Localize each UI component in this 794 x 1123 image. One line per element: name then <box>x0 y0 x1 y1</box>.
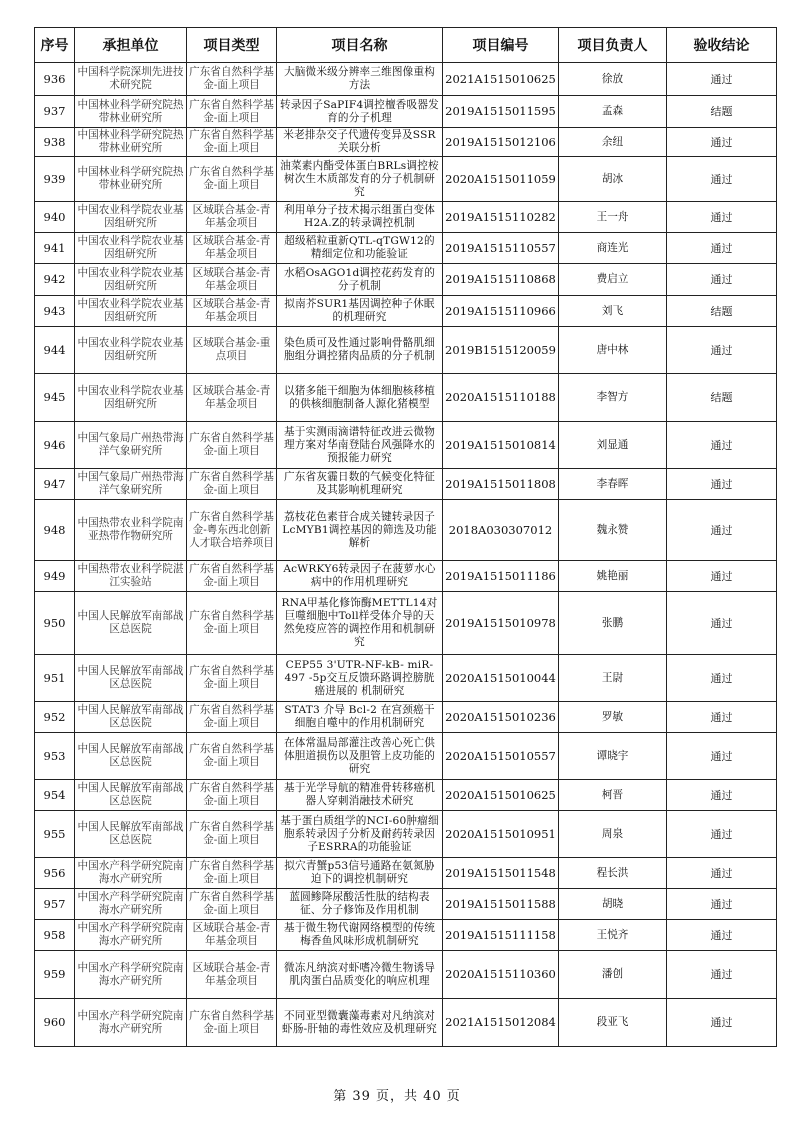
type-cell: 区域联合基金-青年基金项目 <box>187 202 277 233</box>
seq-cell: 956 <box>35 858 75 889</box>
type-cell: 广东省自然科学基金-面上项目 <box>187 63 277 96</box>
acceptance-table <box>34 27 777 1047</box>
name-cell: 超级稻粒重新QTL-qTGW12的精细定位和功能验证 <box>277 233 443 264</box>
type-cell: 区域联合基金-青年基金项目 <box>187 233 277 264</box>
table-row <box>35 999 777 1047</box>
code-cell: 2019A1515010978 <box>443 592 559 655</box>
type-cell: 广东省自然科学基金-粤东西北创新人才联合培养项目 <box>187 500 277 561</box>
table-row <box>35 422 777 469</box>
result-cell: 结题 <box>667 374 777 422</box>
leader-cell: 胡冰 <box>559 157 667 202</box>
seq-cell: 960 <box>35 999 75 1047</box>
result-cell: 通过 <box>667 858 777 889</box>
table-row <box>35 264 777 296</box>
code-cell: 2019A1515010814 <box>443 422 559 469</box>
seq-cell: 955 <box>35 811 75 858</box>
code-cell: 2020A1515110360 <box>443 951 559 999</box>
unit-cell: 中国人民解放军南部战区总医院 <box>75 811 187 858</box>
name-cell: 水稻OsAGO1d调控花药发育的分子机制 <box>277 264 443 296</box>
code-cell: 2019A1515110282 <box>443 202 559 233</box>
seq-cell: 939 <box>35 157 75 202</box>
result-cell: 通过 <box>667 157 777 202</box>
result-cell: 通过 <box>667 780 777 811</box>
code-cell: 2020A1515010557 <box>443 733 559 780</box>
table-row <box>35 374 777 422</box>
result-cell: 通过 <box>667 702 777 733</box>
result-cell: 通过 <box>667 264 777 296</box>
leader-cell: 刘显通 <box>559 422 667 469</box>
seq-cell: 938 <box>35 128 75 157</box>
page-footer: 第 39 页，共 40 页 <box>333 1089 461 1104</box>
leader-cell: 余纽 <box>559 128 667 157</box>
name-cell: 广东省灰霾日数的气候变化特征及其影响机理研究 <box>277 469 443 500</box>
leader-cell: 王一舟 <box>559 202 667 233</box>
seq-cell: 936 <box>35 63 75 96</box>
table-row <box>35 63 777 96</box>
leader-cell: 段亚飞 <box>559 999 667 1047</box>
result-cell: 通过 <box>667 561 777 592</box>
table-row <box>35 889 777 920</box>
seq-cell: 957 <box>35 889 75 920</box>
leader-cell: 姚艳丽 <box>559 561 667 592</box>
header-code: 项目编号 <box>443 28 559 63</box>
seq-cell: 954 <box>35 780 75 811</box>
table-row <box>35 469 777 500</box>
code-cell: 2019A1515110868 <box>443 264 559 296</box>
result-cell: 通过 <box>667 327 777 374</box>
table-row <box>35 592 777 655</box>
code-cell: 2019A1515011588 <box>443 889 559 920</box>
result-cell: 结题 <box>667 296 777 327</box>
header-result: 验收结论 <box>667 28 777 63</box>
type-cell: 广东省自然科学基金-面上项目 <box>187 128 277 157</box>
leader-cell: 商连光 <box>559 233 667 264</box>
unit-cell: 中国水产科学研究院南海水产研究所 <box>75 920 187 951</box>
seq-cell: 944 <box>35 327 75 374</box>
table-row <box>35 96 777 128</box>
leader-cell: 周泉 <box>559 811 667 858</box>
unit-cell: 中国水产科学研究院南海水产研究所 <box>75 951 187 999</box>
unit-cell: 中国人民解放军南部战区总医院 <box>75 702 187 733</box>
unit-cell: 中国热带农业科学院湛江实验站 <box>75 561 187 592</box>
code-cell: 2020A1515010951 <box>443 811 559 858</box>
code-cell: 2019B1515120059 <box>443 327 559 374</box>
seq-cell: 937 <box>35 96 75 128</box>
name-cell: 染色质可及性通过影响骨骼肌细胞组分调控猪肉品质的分子机制 <box>277 327 443 374</box>
code-cell: 2019A1515012106 <box>443 128 559 157</box>
header-seq: 序号 <box>35 28 75 63</box>
leader-cell: 王悦齐 <box>559 920 667 951</box>
seq-cell: 943 <box>35 296 75 327</box>
table-row <box>35 733 777 780</box>
table-row <box>35 655 777 702</box>
table-row <box>35 858 777 889</box>
seq-cell: 942 <box>35 264 75 296</box>
code-cell: 2020A1515110188 <box>443 374 559 422</box>
result-cell: 通过 <box>667 469 777 500</box>
result-cell: 通过 <box>667 655 777 702</box>
type-cell: 区域联合基金-青年基金项目 <box>187 951 277 999</box>
seq-cell: 941 <box>35 233 75 264</box>
unit-cell: 中国科学院深圳先进技术研究院 <box>75 63 187 96</box>
name-cell: 利用单分子技术揭示组蛋白变体H2A.Z的转录调控机制 <box>277 202 443 233</box>
leader-cell: 谭晓宇 <box>559 733 667 780</box>
name-cell: AcWRKY6转录因子在菠萝水心病中的作用机理研究 <box>277 561 443 592</box>
table-row <box>35 951 777 999</box>
table-row <box>35 561 777 592</box>
leader-cell: 柯晋 <box>559 780 667 811</box>
table-row <box>35 500 777 561</box>
name-cell: 基于实测雨滴谱特征改进云微物理方案对华南登陆台风强降水的预报能力研究 <box>277 422 443 469</box>
unit-cell: 中国林业科学研究院热带林业研究所 <box>75 96 187 128</box>
unit-cell: 中国水产科学研究院南海水产研究所 <box>75 999 187 1047</box>
seq-cell: 948 <box>35 500 75 561</box>
unit-cell: 中国农业科学院农业基因组研究所 <box>75 233 187 264</box>
type-cell: 广东省自然科学基金-面上项目 <box>187 889 277 920</box>
table-row <box>35 233 777 264</box>
result-cell: 通过 <box>667 951 777 999</box>
code-cell: 2018A030307012 <box>443 500 559 561</box>
unit-cell: 中国人民解放军南部战区总医院 <box>75 733 187 780</box>
unit-cell: 中国林业科学研究院热带林业研究所 <box>75 128 187 157</box>
seq-cell: 951 <box>35 655 75 702</box>
result-cell: 通过 <box>667 733 777 780</box>
seq-cell: 945 <box>35 374 75 422</box>
seq-cell: 953 <box>35 733 75 780</box>
code-cell: 2019A1515011595 <box>443 96 559 128</box>
result-cell: 通过 <box>667 592 777 655</box>
result-cell: 通过 <box>667 500 777 561</box>
code-cell: 2019A1515110966 <box>443 296 559 327</box>
seq-cell: 947 <box>35 469 75 500</box>
type-cell: 广东省自然科学基金-面上项目 <box>187 780 277 811</box>
type-cell: 广东省自然科学基金-面上项目 <box>187 702 277 733</box>
unit-cell: 中国林业科学研究院热带林业研究所 <box>75 157 187 202</box>
table-row <box>35 202 777 233</box>
unit-cell: 中国人民解放军南部战区总医院 <box>75 655 187 702</box>
name-cell: 蓝圆鲹降尿酸活性肽的结构表征、分子修饰及作用机制 <box>277 889 443 920</box>
leader-cell: 魏永赞 <box>559 500 667 561</box>
code-cell: 2019A1515011186 <box>443 561 559 592</box>
code-cell: 2020A1515010236 <box>443 702 559 733</box>
name-cell: 拟穴青蟹p53信号通路在氨氮胁迫下的调控机制研究 <box>277 858 443 889</box>
code-cell: 2020A1515011059 <box>443 157 559 202</box>
table-row <box>35 780 777 811</box>
seq-cell: 959 <box>35 951 75 999</box>
table-row <box>35 327 777 374</box>
name-cell: 基于蛋白质组学的NCI-60肿瘤细胞系转录因子分析及耐药转录因子ESRRA的功能验证 <box>277 811 443 858</box>
type-cell: 区域联合基金-青年基金项目 <box>187 264 277 296</box>
type-cell: 广东省自然科学基金-面上项目 <box>187 157 277 202</box>
table-row <box>35 128 777 157</box>
unit-cell: 中国气象局广州热带海洋气象研究所 <box>75 422 187 469</box>
result-cell: 通过 <box>667 202 777 233</box>
result-cell: 通过 <box>667 920 777 951</box>
result-cell: 通过 <box>667 63 777 96</box>
leader-cell: 王尉 <box>559 655 667 702</box>
leader-cell: 孟森 <box>559 96 667 128</box>
result-cell: 通过 <box>667 233 777 264</box>
leader-cell: 潘创 <box>559 951 667 999</box>
result-cell: 通过 <box>667 128 777 157</box>
unit-cell: 中国人民解放军南部战区总医院 <box>75 592 187 655</box>
code-cell: 2020A1515010625 <box>443 780 559 811</box>
code-cell: 2019A1515011808 <box>443 469 559 500</box>
type-cell: 区域联合基金-青年基金项目 <box>187 920 277 951</box>
header-row <box>35 28 777 63</box>
name-cell: 大脑微米级分辨率三维图像重构方法 <box>277 63 443 96</box>
leader-cell: 胡晓 <box>559 889 667 920</box>
header-unit: 承担单位 <box>75 28 187 63</box>
table-row <box>35 920 777 951</box>
header-leader: 项目负责人 <box>559 28 667 63</box>
type-cell: 区域联合基金-青年基金项目 <box>187 296 277 327</box>
leader-cell: 张鹏 <box>559 592 667 655</box>
code-cell: 2021A1515012084 <box>443 999 559 1047</box>
result-cell: 通过 <box>667 422 777 469</box>
type-cell: 广东省自然科学基金-面上项目 <box>187 469 277 500</box>
seq-cell: 958 <box>35 920 75 951</box>
unit-cell: 中国农业科学院农业基因组研究所 <box>75 374 187 422</box>
leader-cell: 李春晖 <box>559 469 667 500</box>
code-cell: 2019A1515111158 <box>443 920 559 951</box>
seq-cell: 950 <box>35 592 75 655</box>
code-cell: 2021A1515010625 <box>443 63 559 96</box>
type-cell: 广东省自然科学基金-面上项目 <box>187 858 277 889</box>
type-cell: 区域联合基金-青年基金项目 <box>187 374 277 422</box>
type-cell: 广东省自然科学基金-面上项目 <box>187 655 277 702</box>
name-cell: 荔枝花色素苷合成关键转录因子LcMYB1调控基因的筛选及功能解析 <box>277 500 443 561</box>
table-row <box>35 811 777 858</box>
type-cell: 广东省自然科学基金-面上项目 <box>187 999 277 1047</box>
name-cell: 基于微生物代谢网络模型的传统梅香鱼风味形成机制研究 <box>277 920 443 951</box>
unit-cell: 中国农业科学院农业基因组研究所 <box>75 264 187 296</box>
leader-cell: 李智方 <box>559 374 667 422</box>
leader-cell: 费启立 <box>559 264 667 296</box>
name-cell: 拟南芥SUR1基因调控种子休眠的机理研究 <box>277 296 443 327</box>
unit-cell: 中国农业科学院农业基因组研究所 <box>75 296 187 327</box>
leader-cell: 唐中林 <box>559 327 667 374</box>
seq-cell: 952 <box>35 702 75 733</box>
table-row <box>35 702 777 733</box>
name-cell: 不同亚型微囊藻毒素对凡纳滨对虾肠-肝轴的毒性效应及机理研究 <box>277 999 443 1047</box>
seq-cell: 940 <box>35 202 75 233</box>
name-cell: 米老排杂交子代遗传变异及SSR关联分析 <box>277 128 443 157</box>
name-cell: CEP55 3'UTR-NF-kB- miR-497 -5p交互反馈环路调控膀胱癌进展的 机制研究 <box>277 655 443 702</box>
leader-cell: 徐放 <box>559 63 667 96</box>
leader-cell: 罗敏 <box>559 702 667 733</box>
name-cell: 在体常温局部灌注改善心死亡供体胆道损伤以及胆管上皮功能的研究 <box>277 733 443 780</box>
table-row <box>35 296 777 327</box>
seq-cell: 946 <box>35 422 75 469</box>
result-cell: 结题 <box>667 96 777 128</box>
code-cell: 2019A1515110557 <box>443 233 559 264</box>
unit-cell: 中国热带农业科学院南亚热带作物研究所 <box>75 500 187 561</box>
name-cell: 基于光学导航的精准骨转移癌机器人穿刺消融技术研究 <box>277 780 443 811</box>
name-cell: 以猪多能干细胞为体细胞核移植的供核细胞制备人源化猪模型 <box>277 374 443 422</box>
leader-cell: 程长洪 <box>559 858 667 889</box>
header-type: 项目类型 <box>187 28 277 63</box>
unit-cell: 中国农业科学院农业基因组研究所 <box>75 202 187 233</box>
table-row <box>35 157 777 202</box>
unit-cell: 中国农业科学院农业基因组研究所 <box>75 327 187 374</box>
result-cell: 通过 <box>667 999 777 1047</box>
type-cell: 广东省自然科学基金-面上项目 <box>187 733 277 780</box>
name-cell: 油菜素内酯受体蛋白BRLs调控桉树次生木质部发育的分子机制研究 <box>277 157 443 202</box>
result-cell: 通过 <box>667 811 777 858</box>
code-cell: 2020A1515010044 <box>443 655 559 702</box>
name-cell: 转录因子SaPIF4调控檀香吸器发育的分子机理 <box>277 96 443 128</box>
unit-cell: 中国水产科学研究院南海水产研究所 <box>75 858 187 889</box>
leader-cell: 刘飞 <box>559 296 667 327</box>
code-cell: 2019A1515011548 <box>443 858 559 889</box>
name-cell: 微冻凡纳滨对虾嗜冷微生物诱导肌肉蛋白品质变化的响应机理 <box>277 951 443 999</box>
seq-cell: 949 <box>35 561 75 592</box>
name-cell: STAT3 介导 Bcl-2 在宫颈癌干细胞自噬中的作用机制研究 <box>277 702 443 733</box>
type-cell: 广东省自然科学基金-面上项目 <box>187 811 277 858</box>
name-cell: RNA甲基化修饰酶METTL14对巨噬细胞中Toll样受体介导的天然免疫应答的调控作用和机制研究 <box>277 592 443 655</box>
table-body <box>35 63 777 1047</box>
result-cell: 通过 <box>667 889 777 920</box>
type-cell: 广东省自然科学基金-面上项目 <box>187 96 277 128</box>
type-cell: 广东省自然科学基金-面上项目 <box>187 592 277 655</box>
type-cell: 广东省自然科学基金-面上项目 <box>187 422 277 469</box>
unit-cell: 中国人民解放军南部战区总医院 <box>75 780 187 811</box>
header-name: 项目名称 <box>277 28 443 63</box>
type-cell: 区域联合基金-重点项目 <box>187 327 277 374</box>
unit-cell: 中国水产科学研究院南海水产研究所 <box>75 889 187 920</box>
type-cell: 广东省自然科学基金-面上项目 <box>187 561 277 592</box>
unit-cell: 中国气象局广州热带海洋气象研究所 <box>75 469 187 500</box>
